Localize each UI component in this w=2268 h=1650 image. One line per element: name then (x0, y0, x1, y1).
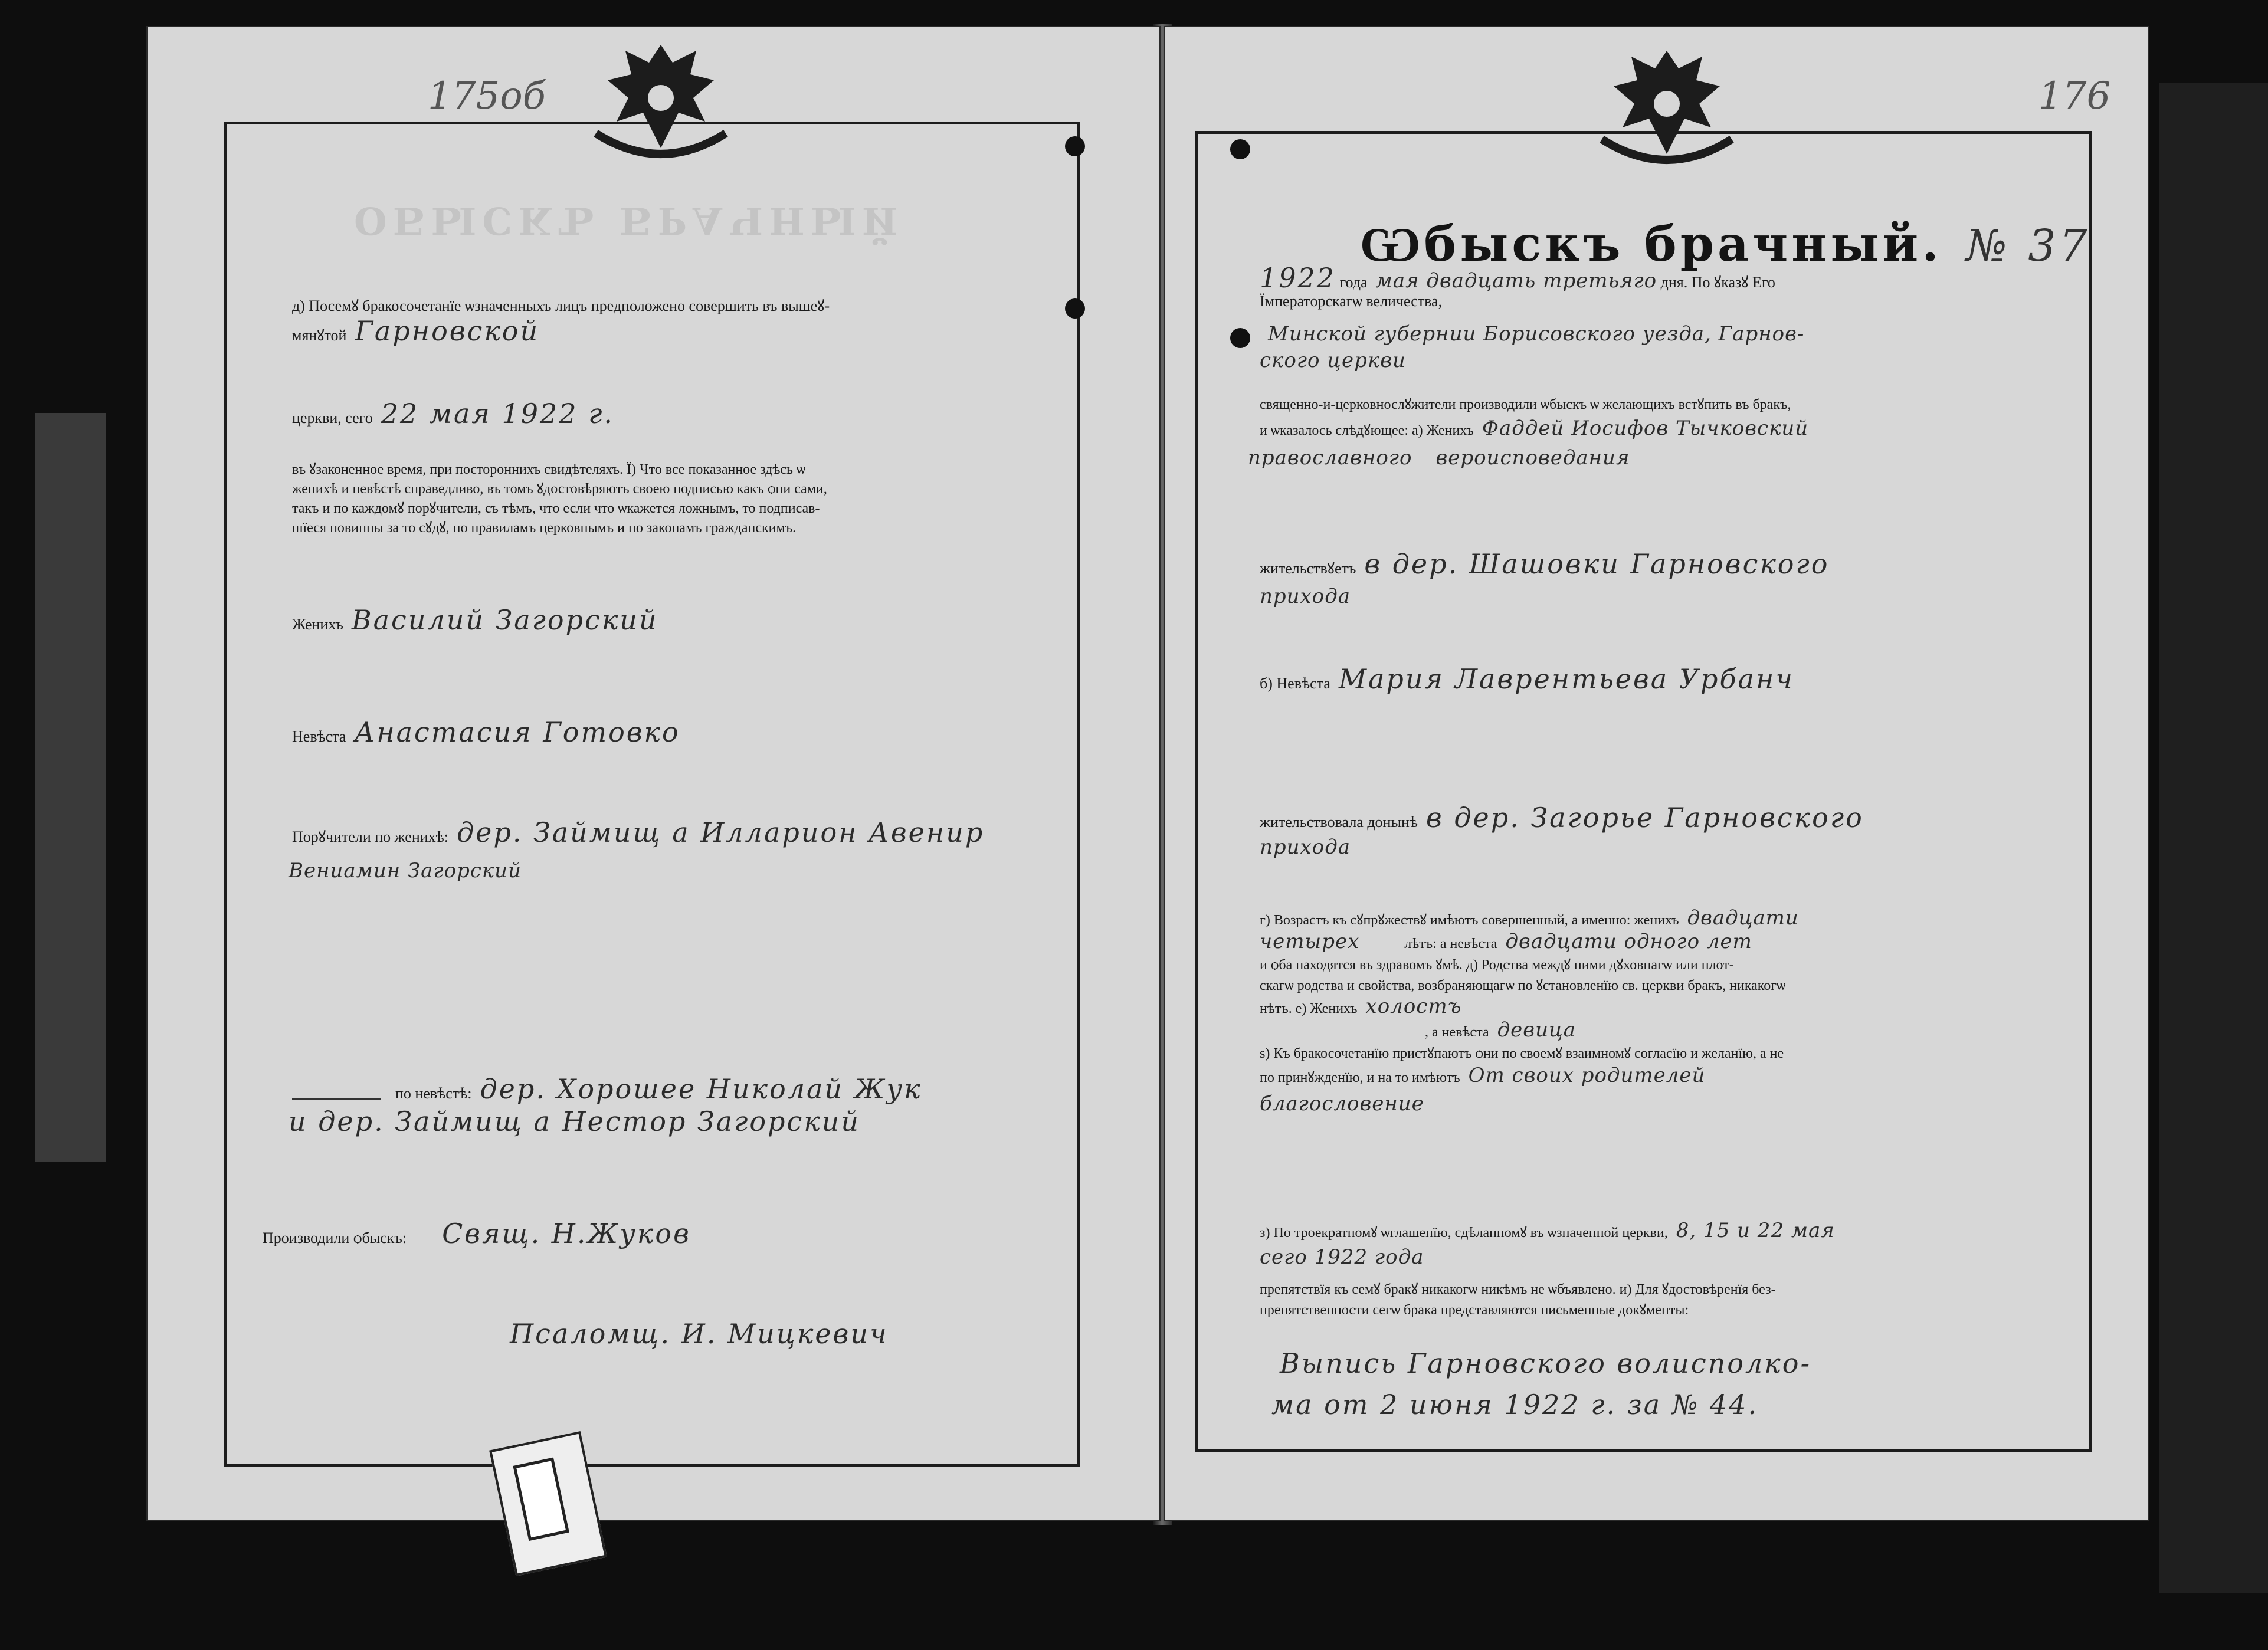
binding-hole (1065, 136, 1085, 156)
bride-handwritten: Мария Лаврентьева Урбанч (1338, 663, 1794, 695)
groom-label: Женихъ (292, 616, 343, 633)
banns-line-2: препятствїя къ семꙋ бракꙋ никакогѡ никѣмъ не ѡбъявлено. и) Для ꙋдостовѣренїя без- (1260, 1282, 1776, 1297)
guarantors-bride-1: дер. Хорошее Николай Жук (480, 1073, 922, 1105)
age-print-2: лѣтъ: а невѣста (1404, 936, 1497, 952)
statement-line-3: такъ и по каждомꙋ порꙋчители, съ тѣмъ, что если что ѡкажется ложнымъ, то подписав- (292, 501, 820, 516)
year-handwritten: 1922 (1260, 262, 1336, 294)
consent-line-3 (1260, 1092, 2148, 1116)
banns-dates: 8, 15 и 22 мая (1676, 1219, 1835, 1242)
age-line-2 (1260, 930, 2148, 953)
double-headed-eagle-icon (1578, 39, 1755, 181)
bride-label: б) Невѣста (1260, 675, 1330, 692)
bride-residence-1: в дер. Загорье Гарновского (1425, 802, 1864, 834)
page-number: 175об (428, 74, 546, 118)
bride-residence-label: жительствовала донынѣ (1260, 813, 1418, 831)
document-hw-1: Выпись Гарновского волисполко- (1280, 1347, 1811, 1379)
place-line-2 (1260, 349, 2148, 372)
bride-age: двадцати одного лет (1505, 930, 1752, 953)
church-name: Гарновской (355, 315, 540, 347)
age-line-5 (1260, 995, 2148, 1018)
consent-hw-2: благословение (1260, 1092, 1424, 1116)
title-text: Ѡбыскъ брачный. (1360, 216, 1942, 273)
psalmist-line (502, 1318, 1159, 1350)
age-line-4: скагѡ родства и свойства, возбраняющагѡ по ꙋстановленїю св. церкви бракъ, никакогѡ (1260, 978, 1786, 993)
groom-faith-line (1248, 446, 2148, 470)
bleed-through-text: ОБЫСКЪ БРАЧНЫЙ (354, 198, 904, 242)
groom-handwritten: Фаддей Иосифов Тычковский (1482, 416, 1809, 440)
bride-residence-line-2 (1260, 835, 2148, 859)
bride-residence-2: прихода (1260, 835, 1351, 859)
groom-signature: Василий Загорский (351, 604, 658, 636)
binding-hole (1230, 328, 1250, 348)
bride-label: Невѣста (292, 728, 346, 745)
majesty-line: Їмператорскагѡ величества, (1260, 293, 1443, 310)
bride-status-print: , а невѣста (1425, 1025, 1489, 1040)
document-line-2 (1271, 1389, 2148, 1421)
clergy-line: священно-и-церковнослꙋжители производили ѡбыскъ ѡ желающихъ встꙋпить въ бракъ, (1260, 397, 1791, 412)
guarantors-groom-line (292, 816, 1159, 848)
consent-print-2: по принꙋжденїю, и на то имѣютъ (1260, 1070, 1460, 1085)
consent-line-1: ѕ) Къ бракосочетанїю пристꙋпаютъ ѻни по своемꙋ взаимномꙋ согласїю и желанїю, а не (1260, 1046, 1784, 1061)
statement-line-2: женихѣ и невѣстѣ справедливо, въ томъ ꙋдостовѣряютъ своею подписью какъ ѻни сами, (292, 481, 827, 497)
residence-label: жительствꙋетъ (1260, 560, 1356, 577)
banns-line-3: препятственности сегѡ брака представляются письменные докꙋменты: (1260, 1303, 1689, 1318)
banns-print-1: з) По троекратномꙋ ѡглашенїю, сдѣланномꙋ въ ѡзначенной церкви, (1260, 1225, 1668, 1241)
guarantors-groom-label: Порꙋчители по женихѣ: (292, 828, 448, 845)
banns-year: сего 1922 года (1260, 1245, 1424, 1269)
place-handwritten-2: ского церкви (1260, 349, 1406, 372)
groom-residence-line (1260, 548, 2148, 580)
examiner-psalmist: Псаломщ. И. Мицкевич (510, 1318, 889, 1350)
groom-status: холостъ (1365, 995, 1462, 1018)
found-line (1260, 416, 2148, 440)
left-page (148, 27, 1159, 1520)
examiners-label: Производили ѻбыскъ: (263, 1229, 407, 1246)
bride-status-line (1425, 1018, 2148, 1042)
bride-residence-line (1260, 802, 2148, 834)
guarantors-bride-line (395, 1073, 1159, 1105)
consent-line-2 (1260, 1064, 2148, 1087)
page-edge-right (2159, 83, 2268, 1593)
groom-residence-line-2 (1260, 585, 2148, 608)
page-edge-left (35, 413, 106, 1162)
guarantors-groom-2: Вениамин Загорский (289, 859, 522, 883)
record-number: № 37 (1965, 221, 2091, 271)
banns-line-1 (1260, 1219, 2148, 1242)
intro-line-1: д) Посемꙋ бракосочетанїе ѡзначенныхъ лицъ предположено совершить въ вышеꙋ- (292, 297, 830, 314)
date-line (1260, 262, 2148, 294)
document-title (1360, 216, 2091, 273)
place-line-1 (1260, 322, 2148, 346)
double-headed-eagle-icon (572, 33, 749, 175)
groom-line (292, 604, 1159, 636)
examiners-line (263, 1218, 1159, 1249)
consent-hw-1: От своих родителей (1468, 1064, 1706, 1087)
groom-faith-1: православного (1248, 446, 1412, 470)
bride-line (292, 716, 1159, 748)
place-handwritten-1: Минской губернии Борисовского уезда, Гарнов- (1268, 322, 1805, 346)
statement-line-4: шїеся повинны за то сꙋдꙋ, по правиламъ церковнымъ и по законамъ гражданскимъ. (292, 520, 797, 536)
guarantors-groom-1: дер. Займищ а Илларион Авенир (457, 816, 985, 848)
year-print: года (1339, 274, 1368, 291)
banns-year-line (1260, 1245, 2148, 1269)
date-line (292, 398, 1159, 429)
found-print: и ѡказалось слѣдꙋющее: а) Женихъ (1260, 423, 1474, 438)
bride-signature: Анастасия Готовко (354, 716, 680, 748)
signature-rule (292, 1098, 381, 1100)
bride-status: девица (1497, 1018, 1576, 1042)
intro-line-2 (292, 315, 1159, 347)
document-line-1 (1271, 1347, 2148, 1379)
guarantors-bride-label: по невѣстѣ: (395, 1085, 472, 1102)
month-day-handwritten: мая двадцать третьяго (1375, 269, 1657, 293)
date-label: церкви, сего (292, 409, 373, 427)
age-print-1: г) Возрастъ къ сꙋпрꙋжествꙋ имѣютъ совершенный, а именно: женихъ (1260, 913, 1679, 928)
guarantors-groom-line-2 (280, 859, 1159, 883)
marriage-date: 22 мая 1922 г. (381, 398, 615, 429)
guarantors-bride-2: и дер. Займищ а Нестор Загорский (289, 1106, 860, 1137)
groom-residence-2: прихода (1260, 585, 1351, 608)
age-line-1 (1260, 906, 2148, 930)
examiner-priest: Свящ. Н.Жуков (442, 1218, 691, 1249)
document-hw-2: ма от 2 июня 1922 г. за № 44. (1271, 1389, 1759, 1421)
guarantors-bride-line-2 (280, 1106, 1159, 1137)
statement-line-1: въ ꙋзаконенное время, при постороннихъ свидѣтеляхъ. Ї) Что все показанное здѣсь ѡ (292, 462, 806, 477)
age-line-3: и ѻба находятся въ здравомъ ꙋмѣ. д) Родства междꙋ ними дꙋховнагѡ или плот- (1260, 957, 1734, 973)
bride-line (1260, 663, 2148, 695)
decree-print: дня. По ꙋказꙋ Его (1660, 274, 1775, 291)
binding-hole (1230, 139, 1250, 159)
groom-faith-2: вероисповедания (1435, 446, 1630, 470)
groom-age-1: двадцати (1687, 906, 1799, 930)
right-page (1165, 27, 2148, 1520)
page-number: 176 (2038, 74, 2111, 118)
intro-line-2-print: мянꙋтой (292, 327, 347, 344)
groom-age-2: четырех (1260, 930, 1360, 953)
age-print-5: нѣтъ. е) Женихъ (1260, 1001, 1358, 1016)
groom-residence-1: в дер. Шашовки Гарновского (1364, 548, 1830, 580)
